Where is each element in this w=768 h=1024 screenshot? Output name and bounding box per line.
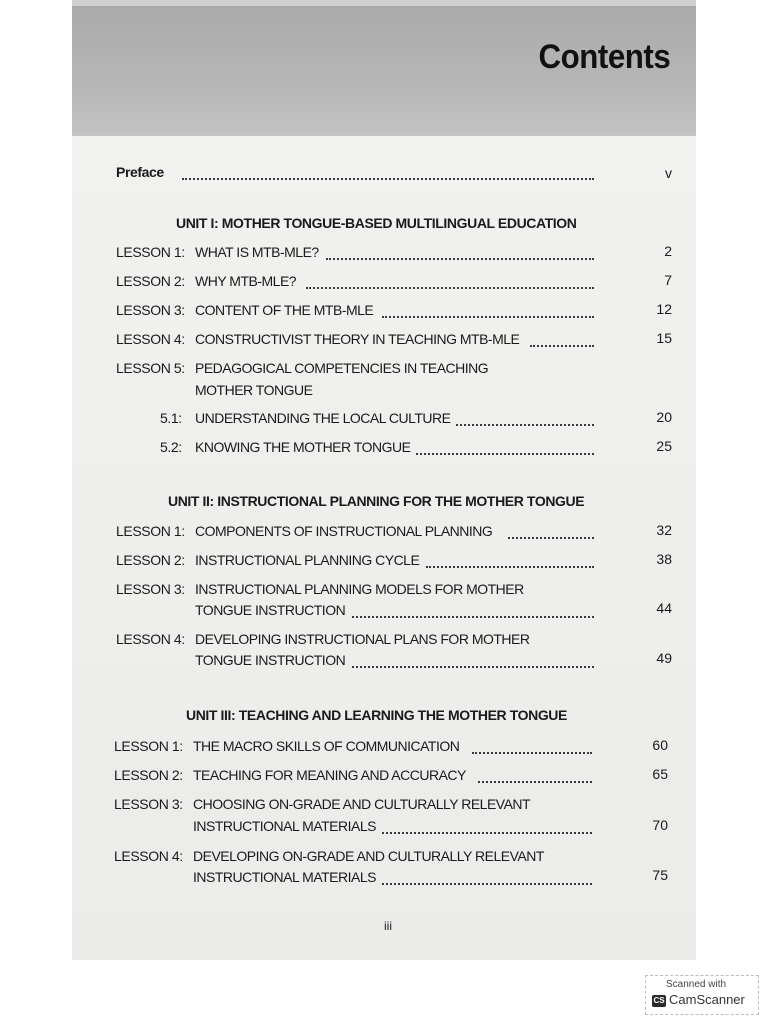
entry-page: 15 — [656, 330, 672, 346]
entry-page: 32 — [656, 522, 672, 538]
entry-title: COMPONENTS OF INSTRUCTIONAL PLANNING — [195, 523, 493, 539]
leader-dots — [352, 614, 594, 618]
entry-title-continued: TONGUE INSTRUCTION — [195, 652, 346, 668]
entry-page: 38 — [656, 551, 672, 567]
entry-title: WHY MTB-MLE? — [195, 273, 297, 289]
entry-title: UNDERSTANDING THE LOCAL CULTURE — [195, 410, 451, 426]
entry-title: PEDAGOGICAL COMPETENCIES IN TEACHING — [195, 360, 489, 376]
camscanner-logo-icon: CS — [653, 996, 665, 1005]
entry-label: LESSON 3: — [116, 302, 185, 318]
leader-dots — [478, 779, 592, 783]
entry-title: THE MACRO SKILLS OF COMMUNICATION — [193, 738, 460, 754]
entry-page: 49 — [656, 650, 672, 666]
entry-page: 7 — [664, 272, 672, 288]
leader-dots — [382, 881, 592, 885]
leader-dots — [382, 314, 594, 318]
watermark-line1: Scanned with — [666, 979, 727, 990]
subentry-label: 5.2: — [160, 439, 182, 455]
entry-title: DEVELOPING INSTRUCTIONAL PLANS FOR MOTHER — [195, 631, 530, 647]
entry-label: LESSON 4: — [116, 331, 185, 347]
entry-label: LESSON 2: — [116, 273, 185, 289]
entry-title: TEACHING FOR MEANING AND ACCURACY — [193, 767, 466, 783]
subentry-label: 5.1: — [160, 410, 182, 426]
entry-label: LESSON 1: — [114, 738, 183, 754]
leader-dots — [382, 830, 592, 834]
entry-label: LESSON 3: — [114, 796, 183, 812]
entry-title: INSTRUCTIONAL PLANNING CYCLE — [195, 552, 420, 568]
entry-title: KNOWING THE MOTHER TONGUE — [195, 439, 411, 455]
entry-title-continued: INSTRUCTIONAL MATERIALS — [193, 869, 376, 885]
header-band — [72, 0, 696, 136]
preface-page: v — [665, 165, 672, 181]
leader-dots — [456, 422, 594, 426]
entry-title-continued: TONGUE INSTRUCTION — [195, 602, 346, 618]
entry-label: LESSON 4: — [114, 848, 183, 864]
entry-label: LESSON 4: — [116, 631, 185, 647]
entry-label: LESSON 3: — [116, 581, 185, 597]
entry-label: LESSON 5: — [116, 360, 185, 376]
entry-title: CONSTRUCTIVIST THEORY IN TEACHING MTB-MLE — [195, 331, 520, 347]
leader-dots — [416, 451, 594, 455]
entry-title-continued: INSTRUCTIONAL MATERIALS — [193, 818, 376, 834]
unit-heading: UNIT II: INSTRUCTIONAL PLANNING FOR THE MOTHER TONGUE — [168, 493, 585, 509]
unit-heading: UNIT I: MOTHER TONGUE-BASED MULTILINGUAL EDUCATION — [176, 215, 577, 231]
entry-page: 65 — [652, 766, 668, 782]
entry-title: INSTRUCTIONAL PLANNING MODELS FOR MOTHER — [195, 581, 524, 597]
entry-title: CONTENT OF THE MTB-MLE — [195, 302, 374, 318]
entry-page: 12 — [656, 301, 672, 317]
leader-dots — [182, 176, 594, 180]
preface-label: Preface — [116, 164, 164, 180]
watermark-line2: CamScanner — [669, 992, 745, 1007]
leader-dots — [530, 343, 594, 347]
entry-title: CHOOSING ON-GRADE AND CULTURALLY RELEVANT — [193, 796, 531, 812]
entry-label: LESSON 2: — [116, 552, 185, 568]
entry-title: DEVELOPING ON-GRADE AND CULTURALLY RELEVANT — [193, 848, 544, 864]
entry-page: 20 — [656, 409, 672, 425]
leader-dots — [326, 256, 594, 260]
page-title: Contents — [538, 38, 670, 76]
leader-dots — [472, 750, 592, 754]
entry-page: 75 — [652, 867, 668, 883]
entry-page: 25 — [656, 438, 672, 454]
document-page — [72, 0, 696, 960]
entry-label: LESSON 1: — [116, 244, 185, 260]
leader-dots — [352, 664, 594, 668]
entry-page: 60 — [652, 737, 668, 753]
camscanner-watermark — [645, 975, 759, 1015]
entry-title-continued: MOTHER TONGUE — [195, 382, 313, 398]
header-top-strip — [72, 0, 696, 6]
entry-title: WHAT IS MTB-MLE? — [195, 244, 319, 260]
entry-page: 70 — [652, 817, 668, 833]
leader-dots — [508, 535, 594, 539]
leader-dots — [306, 285, 594, 289]
entry-page: 44 — [656, 600, 672, 616]
leader-dots — [426, 564, 594, 568]
unit-heading: UNIT III: TEACHING AND LEARNING THE MOTHER TONGUE — [186, 707, 567, 723]
entry-label: LESSON 2: — [114, 767, 183, 783]
entry-label: LESSON 1: — [116, 523, 185, 539]
page-number: iii — [384, 919, 392, 933]
entry-page: 2 — [664, 243, 672, 259]
